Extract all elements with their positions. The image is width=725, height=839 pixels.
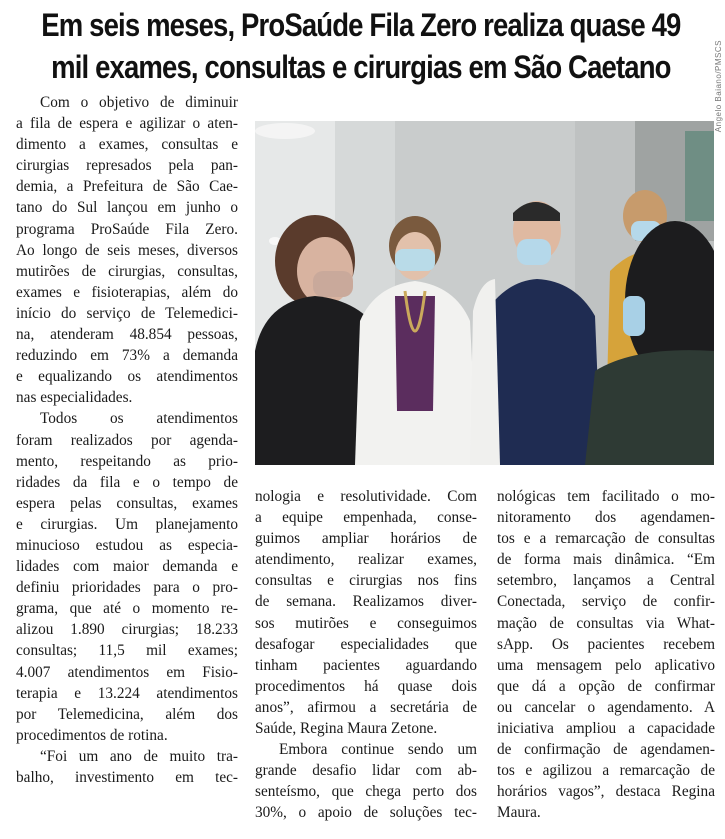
article-text-line: demia, a Prefeitura de São Cae- — [16, 178, 238, 196]
article-text-line: início do serviço de Telemedici- — [16, 304, 238, 322]
article-text-line: definiu prioridades para o pro- — [16, 579, 238, 597]
article-text-line: setembro, lançamos a Central — [497, 572, 715, 590]
article-text-line: sApp. Os pacientes recebem — [497, 635, 715, 653]
article-text-line: lidades com maior demanda e — [16, 558, 238, 576]
article-text-line: 4.007 atendimentos em Fisio- — [16, 663, 238, 681]
article-text-line: anos”, afirmou a secretária de — [255, 698, 477, 716]
article-text-line: mutirões de cirurgias, consultas, — [16, 262, 238, 280]
text-column-3 — [497, 486, 715, 824]
article-text-line: consultas e cirurgias nos fins — [255, 572, 477, 590]
article-text-line: por Telemedicina, além dos — [16, 705, 238, 723]
article-text-line: Com o objetivo de diminuir — [40, 94, 238, 111]
article-text-line: de confirmação de agendamen- — [497, 741, 715, 759]
article-text-line: exames e fisioterapias, além do — [16, 283, 238, 301]
article-text-line: “Foi um ano de muito tra- — [40, 747, 238, 765]
article-text-line: e equalizando os atendimentos — [16, 368, 238, 386]
article-headline — [10, 4, 712, 88]
article-text-line: foram realizados por agenda- — [16, 431, 238, 449]
article-text-line: ou cancelar o agendamento. A — [497, 698, 715, 716]
article-text-line: tano do Sul lançou em junho o — [16, 199, 238, 217]
headline-line-1: Em seis meses, ProSaúde Fila Zero realiza quase 49 — [41, 7, 681, 43]
article-text-line: grama, que até o momento re- — [16, 600, 238, 618]
article-text-line: a equipe empenhada, conse- — [255, 509, 477, 527]
article-text-line: Conectada, serviço de confir- — [497, 593, 715, 611]
article-text-line: grande desafio lidar com ab- — [255, 762, 477, 780]
article-text-line: iniciativa ampliou a capacidade — [497, 720, 715, 738]
article-text-line: espera pelas consultas, exames — [16, 494, 238, 512]
article-text-line: de forma mais dinâmica. “Em — [497, 551, 715, 569]
article-text-line: de semana. Realizamos diver- — [255, 593, 477, 611]
article-text-line: uma mensagem pelo aplicativo — [497, 656, 715, 674]
article-text-line: desafogar especialidades que — [255, 635, 477, 653]
article-text-line: procedimentos de rotina. — [16, 726, 168, 744]
article-text-line: balho, investimento em tec- — [16, 769, 238, 786]
article-text-line: programa ProSaúde Fila Zero. — [16, 220, 238, 238]
article-photo — [255, 121, 714, 465]
article-text-line: tinham pacientes aguardando — [255, 656, 477, 674]
article-text-line: a fila de espera e agilizar o aten- — [16, 115, 238, 133]
article-text-line: cirurgias represados pela pan- — [16, 157, 238, 175]
headline-line-2: mil exames, consultas e cirurgias em São Caetano — [51, 49, 671, 85]
article-text-line: mento, respeitando as prio- — [16, 452, 238, 470]
article-text-line: Todos os atendimentos — [40, 410, 238, 428]
article-text-line: ridades da fila e o tempo de — [16, 473, 238, 491]
article-text-line: na, atenderam 48.854 pessoas, — [16, 326, 238, 344]
article-text-line: tos e agilizou a remarcação de — [497, 762, 715, 780]
article-text-line: e cirurgias. Um planejamento — [16, 515, 238, 533]
article-text-line: nitoramento dos agendamen- — [497, 509, 715, 527]
article-text-line: Ao longo de seis meses, diversos — [16, 241, 238, 259]
article-text-line: minucioso estudou as especia- — [16, 536, 238, 554]
article-text-line: nas especialidades. — [16, 389, 133, 407]
photo-illustration — [255, 121, 714, 465]
article-text-line: dimento a exames, consultas e — [16, 136, 238, 154]
article-text-line: atendimento, realizar exames, — [255, 551, 477, 569]
article-text-line: sos mutirões e conseguimos — [255, 614, 477, 632]
article-text-line: Embora continue sendo um — [279, 741, 477, 759]
article-text-line: que dá a opção de confirmar — [497, 677, 715, 695]
article-text-line: alizou 1.890 cirurgias; 18.233 — [16, 621, 238, 639]
article-text-line: nologia e resolutividade. Com — [255, 488, 477, 505]
article-text-line: 30%, o apoio de soluções tec- — [255, 804, 477, 822]
article-text-line: procedimentos há quase dois — [255, 677, 477, 695]
article-text-line: horários vagos”, destaca Regina — [497, 783, 715, 801]
article-text-line: terapia e 13.224 atendimentos — [16, 684, 238, 702]
article-text-line: Saúde, Regina Maura Zetone. — [255, 720, 438, 738]
article-text-line: consultas; 11,5 mil exames; — [16, 642, 238, 660]
article-text-line: Maura. — [497, 804, 541, 822]
text-column-1 — [16, 92, 238, 788]
article-text-line: tos e a remarcação de consultas — [497, 530, 715, 548]
text-column-2 — [255, 486, 477, 824]
article-text-line: reduzindo em 73% a demanda — [16, 347, 238, 365]
article-text-line: guimos ampliar horários de — [255, 530, 477, 548]
article-text-line: nológicas tem facilitado o mo- — [497, 488, 715, 505]
article-text-line: mação de consultas via What- — [497, 614, 715, 632]
article-text-line: senteísmo, que chega perto dos — [255, 783, 477, 801]
photo-credit: Angelo Baiano/PMSCS — [714, 40, 723, 133]
